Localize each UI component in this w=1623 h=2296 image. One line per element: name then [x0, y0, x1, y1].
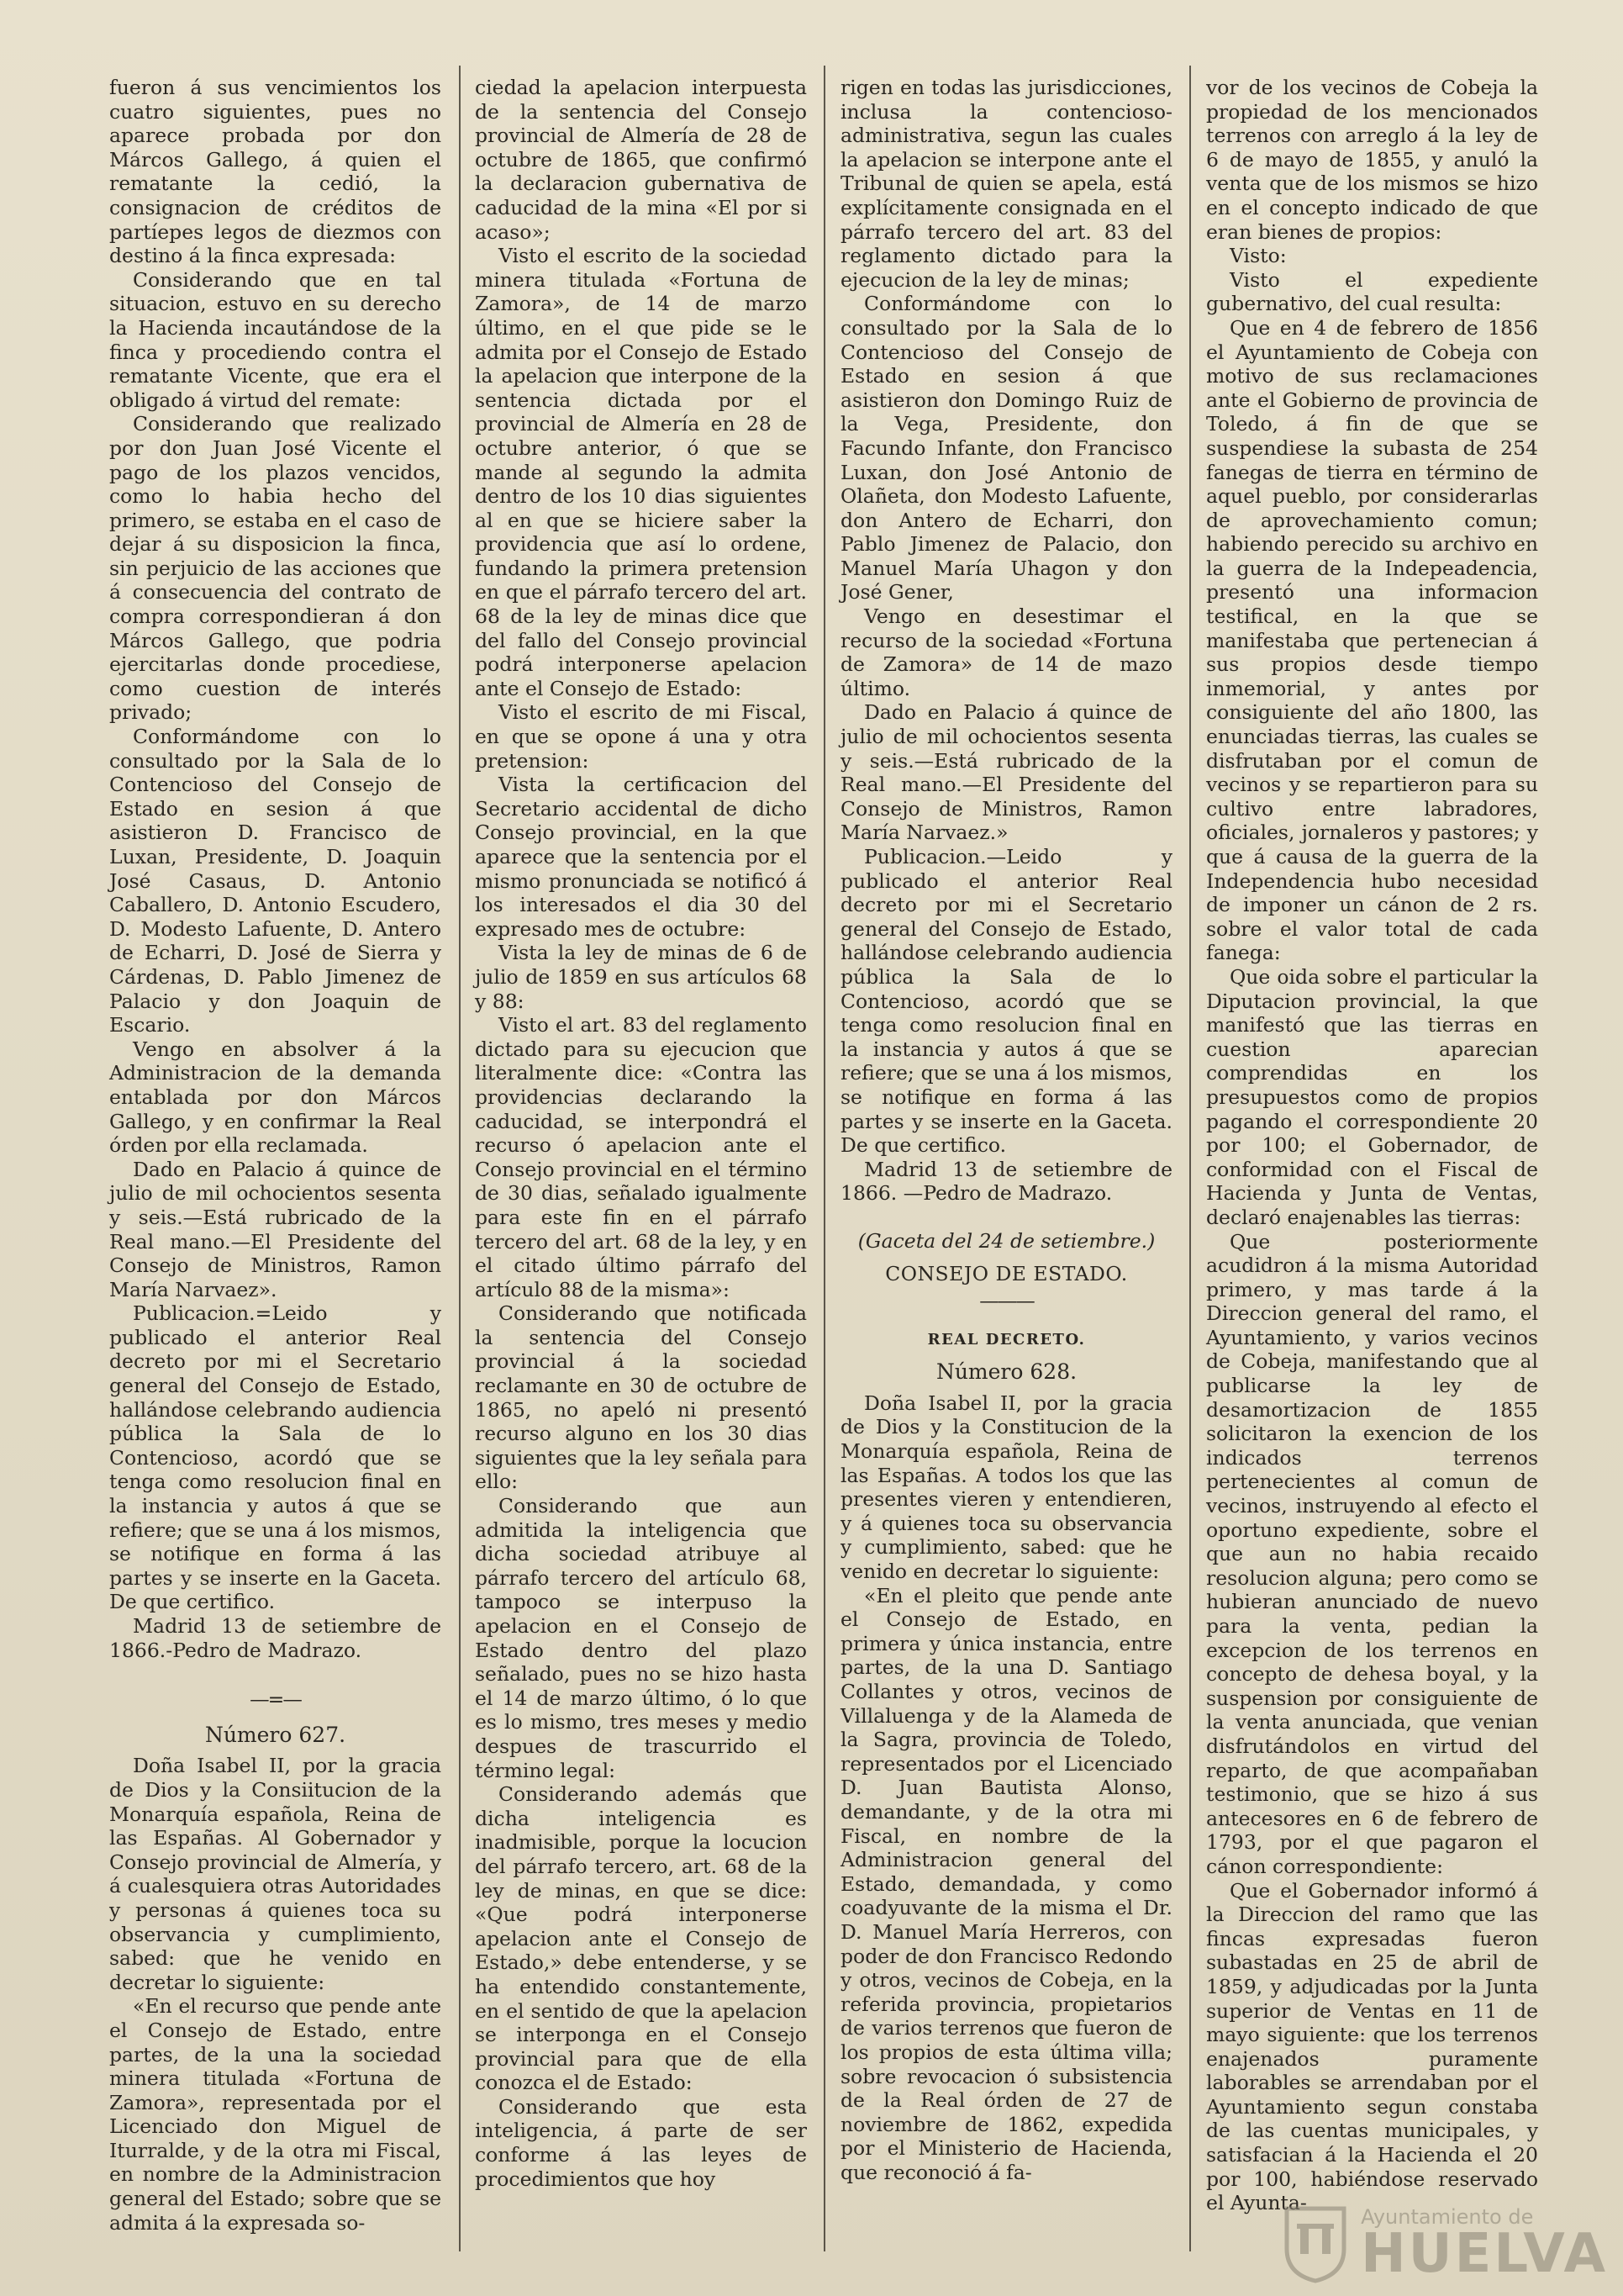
archive-watermark	[1282, 2204, 1608, 2284]
paragraph: Que en 4 de febrero de 1856 el Ayuntamiento de Cobeja con motivo de sus reclamaciones ante el Gobierno de provincia de Toledo, á fin de que se suspendiese la subasta de 254 fanegas de tierra en término de aquel pueblo, por considerarlas de aprovechamiento comun; habiendo perecido su archivo en la guerra de la Indepeadencia, presentó una informacion testifical, en la que se manifestaba que pertenecian á sus propios desde tiempo inmemorial, y antes por consiguiente del año 1800, las enunciadas tierras, las cuales se disfrutaban por el comun de vecinos y se repartieron para su cultivo entre labradores, oficiales, jornaleros y pastores; y que á causa de la guerra de la Independencia hubo necesidad de imponer un cánon de 2 rs. sobre el valor total de cada fanega:	[1206, 315, 1538, 965]
paragraph: Considerando que esta inteligencia, á parte de ser conforme á las leyes de procedimientos que hoy	[475, 2094, 807, 2191]
paragraph: Vengo en absolver á la Administracion de la demanda entablada por don Márcos Gallego, y en confirmar la Real órden por ella reclamada.	[109, 1037, 441, 1158]
paragraph: Visto:	[1230, 244, 1287, 268]
watermark-city-name: HUELVA	[1361, 2223, 1608, 2285]
paragraph: Vengo en desestimar el recurso de la sociedad «Fortuna de Zamora» de 14 de mazo último.	[840, 604, 1172, 700]
column-1	[109, 76, 441, 2235]
city-crest-icon	[1282, 2204, 1349, 2284]
title-dash: ———	[979, 1289, 1034, 1313]
paragraph: rigen en todas las jurisdicciones, inclusa la contencioso-administrativa, segun las cuales la apelacion se interpone ante el Tribunal de quien se apela, está explícitamente consignada en el párrafo tercero del art. 83 del reglamento dictado para la ejecucion de la ley de minas;	[840, 76, 1172, 292]
decree-number-heading: Número 628.	[935, 1359, 1078, 1385]
paragraph: Que posteriormente acudidron á la misma Autoridad primero, y mas tarde á la Direccion general del ramo, el Ayuntamiento, y varios vecinos de Cobeja, manifestando que al publicarse la ley de desamortizacion de 1855 solicitaron la exencion de los indicados terrenos pertenecientes al comun de vecinos, instruyendo al efecto el oportuno expediente, sobre el que aun no habia recaido resolucion alguna; pero como se hubieran anunciado de nuevo para la venta, pedian la excepcion de los terrenos en concepto de dehesa boyal, y la suspension por consiguiente de la venta anunciada, que venian disfrutándolos en virtud del reparto, de que acompañaban testimonio, que se hizo á sus antecesores en 6 de febrero de 1793, por el que pagaron el cánon correspondiente:	[1206, 1229, 1538, 1878]
paragraph: Madrid 13 de setiembre de 1866.-Pedro de Madrazo.	[109, 1614, 441, 1662]
paragraph: Doña Isabel II, por la gracia de Dios y la Consiitucion de la Monarquía española, Reina de las Españas. Al Gobernador y Consejo provincial de Almería, y á cualesquiera otras Autoridades y personas á quienes toca su observancia y cumplimiento, sabed: que he venido en decretar lo siguiente:	[109, 1754, 441, 1994]
column-4	[1206, 76, 1538, 2215]
paragraph: Dado en Palacio á quince de julio de mil ochocientos sesenta y seis.—Está rubricado de la Real mano.—El Presidente del Consejo de Ministros, Ramon María Narvaez».	[109, 1157, 441, 1301]
paragraph: «En el pleito que pende ante el Consejo de Estado, en primera y única instancia, entre partes, de la una D. Santiago Collantes y otros, vecinos de Villaluenga y de la Alameda de la Sagra, provincia de Toledo, representados por el Licenciado D. Juan Bautista Alonso, demandante, y de la otra mi Fiscal, en nombre de la Administracion general del Estado, demandada, y como coadyuvante de la misma el Dr. D. Manuel María Herreros, con poder de don Francisco Redondo y otros, vecinos de Cobeja, en la referida provincia, propietarios de varios terrenos que fueron de los propios de esta última villa; sobre revocacion ó subsistencia de la Real órden de 27 de noviembre de 1862, expedida por el Ministerio de Hacienda, que reconoció á fa-	[840, 1583, 1172, 2184]
paragraph: Que el Gobernador informó á la Direccion del ramo que las fincas expresadas fueron subastadas en 25 de abril de 1859, y adjudicadas por la Junta superior de Ventas en 11 de mayo siguiente: que los terrenos enajenados puramente laborables se arrendaban por el Ayuntamiento segun constaba de las cuentas municipales, y satisfacian á la Hacienda el 20 por 100, habiéndose reservado el Ayunta-	[1206, 1878, 1538, 2215]
section-title: CONSEJO DE ESTADO.	[885, 1261, 1128, 1285]
column-rule	[459, 66, 461, 2251]
paragraph: Que oida sobre el particular la Diputacion provincial, la que manifestó que las tierras en cuestion aparecian comprendidas en los presupuestos como de propios pagando el correspondiente 20 por 100; el Gobernador, de conformidad con el Fiscal de Hacienda y Junta de Ventas, declaró enajenables las tierras:	[1206, 964, 1538, 1229]
paragraph: Considerando que notificada la sentencia del Consejo provincial á la sociedad reclamante en 30 de octubre de 1865, no apeló ni presentó recurso alguno en los 30 dias siguientes que la ley señala para ello:	[475, 1301, 807, 1494]
paragraph: Vista la ley de minas de 6 de julio de 1859 en sus artículos 68 y 88:	[475, 941, 807, 1013]
paragraph: Conformándome con lo consultado por la Sala de lo Contencioso del Consejo de Estado en sesion á que asistieron D. Francisco de Luxan, Presidente, D. Joaquin José Casaus, D. Antonio Caballero, D. Antonio Escudero, D. Modesto Lafuente, D. Antero de Echarri, D. José de Sierra y Cárdenas, D. Pablo Jimenez de Palacio y don Joaquin de Escario.	[109, 725, 441, 1037]
gaceta-date-line: (Gaceta del 24 de setiembre.)	[857, 1228, 1156, 1253]
paragraph: Considerando además que dicha inteligencia es inadmisible, porque la locucion del párrafo tercero, art. 68 de la ley de minas, en que se dice: «Que podrá interponerse apelacion ante el Consejo de Estado,» debe entenderse, y se ha entendido constantemente, en el sentido de que la apelacion se interponga en el Consejo provincial para que de ella conozca el de Estado:	[475, 1782, 807, 2095]
paragraph: Visto el expediente gubernativo, del cual resulta:	[1206, 267, 1538, 316]
paragraph: Visto el art. 83 del reglamento dictado para su ejecucion que literalmente dice: «Contra las providencias declarando la caducidad, se interpondrá el recurso ó apelacion ante el Consejo provincial en el término de 30 dias, señalado igualmente para este fin en el párrafo tercero del art. 68 de la ley, y en el citado último párrafo del artículo 88 de la misma»:	[475, 1013, 807, 1301]
decree-number-heading: Número 627.	[204, 1722, 346, 1747]
column-rule	[1189, 66, 1191, 2251]
paragraph: Visto el escrito de la sociedad minera titulada «Fortuna de Zamora», de 14 de marzo último, en el que pide se le admita por el Consejo de Estado la apelacion que interpone de la sentencia dictada por el provincial de Almería en 28 de octubre anterior, ó que se mande al segundo la admita dentro de los 10 dias siguientes al en que se hiciere saber la providencia que así lo ordene, fundando la primera pretension en que el párrafo tercero del art. 68 de la ley de minas dice que del fallo del Consejo provincial podrá interponerse apelacion ante el Consejo de Estado:	[475, 244, 807, 700]
decree-type-label: REAL DECRETO.	[927, 1330, 1086, 1349]
paragraph: «En el recurso que pende ante el Consejo de Estado, entre partes, de la una la sociedad minera titulada «Fortuna de Zamora», representada por el Licenciado don Miguel de Iturralde, y de la otra mi Fiscal, en nombre de la Administracion general del Estado; sobre que se admita á la expresada so-	[109, 1994, 441, 2235]
paragraph: Publicacion.—Leido y publicado el anterior Real decreto por mi el Secretario general del Consejo de Estado, hallándose celebrando audiencia pública la Sala de lo Contencioso, acordó que se tenga como resolucion final en la instancia y autos á que se refiere; que se una á los mismos, se notifique en forma á las partes y se inserte en la Gaceta. De que certifico.	[840, 845, 1172, 1158]
paragraph: Considerando que en tal situacion, estuvo en su derecho la Hacienda incautándose de la finca y procediendo contra el rematante Vicente, que era el obligado á virtud del remate:	[109, 267, 441, 412]
section-separator: —=—	[250, 1687, 301, 1712]
paragraph: vor de los vecinos de Cobeja la propiedad de los mencionados terrenos con arreglo á la ley de 6 de mayo de 1855, y anuló la venta que de los mismos se hizo en el concepto indicado de que eran bienes de propios:	[1206, 76, 1538, 244]
paragraph: Considerando que aun admitida la inteligencia que dicha sociedad atribuye al párrafo tercero del artículo 68, tampoco se interpuso la apelacion en el Consejo de Estado dentro del plazo señalado, pues no se hizo hasta el 14 de marzo último, ó lo que es lo mismo, tres meses y medio despues de trascurrido el término legal:	[475, 1494, 807, 1782]
paragraph: fueron á sus vencimientos los cuatro siguientes, pues no aparece probada por don Márcos Gallego, á quien el rematante la cedió, la consignacion de créditos de partíepes legos de diezmos con destino á la finca expresada:	[109, 76, 441, 268]
paragraph: Madrid 13 de setiembre de 1866. —Pedro de Madrazo.	[840, 1157, 1172, 1206]
paragraph: Publicacion.=Leido y publicado el anterior Real decreto por mi el Secretario general del Consejo de Estado, hallándose celebrando audiencia pública la Sala de lo Contencioso, acordó que se tenga como resolucion final en la instancia y autos á que se refiere; que se una á los mismos, se notifique en forma á las partes y se inserte en la Gaceta. De que certifico.	[109, 1301, 441, 1614]
column-3	[840, 76, 1172, 2184]
paragraph: Considerando que realizado por don Juan José Vicente el pago de los plazos vencidos, como lo habia hecho del primero, se estaba en el caso de dejar á su disposicion la finca, sin perjuicio de las acciones que á consecuencia del contrato de compra correspondieran á don Márcos Gallego, que podria ejercitarlas donde procediese, como cuestion de interés privado;	[109, 412, 441, 725]
column-rule	[824, 66, 825, 2251]
paragraph: Conformándome con lo consultado por la Sala de lo Contencioso del Consejo de Estado en sesion á que asistieron don Domingo Ruiz de la Vega, Presidente, don Facundo Infante, don Francisco Luxan, don José Antonio de Olañeta, don Modesto Lafuente, don Antero de Echarri, don Pablo Jimenez de Palacio, don Manuel María Uhagon y don José Gener,	[840, 292, 1172, 604]
paragraph: Doña Isabel II, por la gracia de Dios y la Constitucion de la Monarquía española, Reina de las Españas. A todos los que las presentes vieren y entendieren, y á quienes toca su observancia y cumplimiento, sabed: que he venido en decretar lo siguiente:	[840, 1391, 1172, 1584]
column-2	[475, 76, 807, 2191]
watermark-small-text: Ayuntamiento de	[1361, 2205, 1534, 2229]
paragraph: ciedad la apelacion interpuesta de la sentencia del Consejo provincial de Almería de 28 de octubre de 1865, que confirmó la declaracion gubernativa de caducidad de la mina «El por si acaso»;	[475, 76, 807, 244]
paragraph: Dado en Palacio á quince de julio de mil ochocientos sesenta y seis.—Está rubricado de la Real mano.—El Presidente del Consejo de Ministros, Ramon María Narvaez.»	[840, 700, 1172, 845]
paragraph: Visto el escrito de mi Fiscal, en que se opone á una y otra pretension:	[475, 700, 807, 773]
paragraph: Vista la certificacion del Secretario accidental de dicho Consejo provincial, en la que aparece que la sentencia por el mismo pronunciada se notificó á los interesados el dia 30 del expresado mes de octubre:	[475, 773, 807, 941]
